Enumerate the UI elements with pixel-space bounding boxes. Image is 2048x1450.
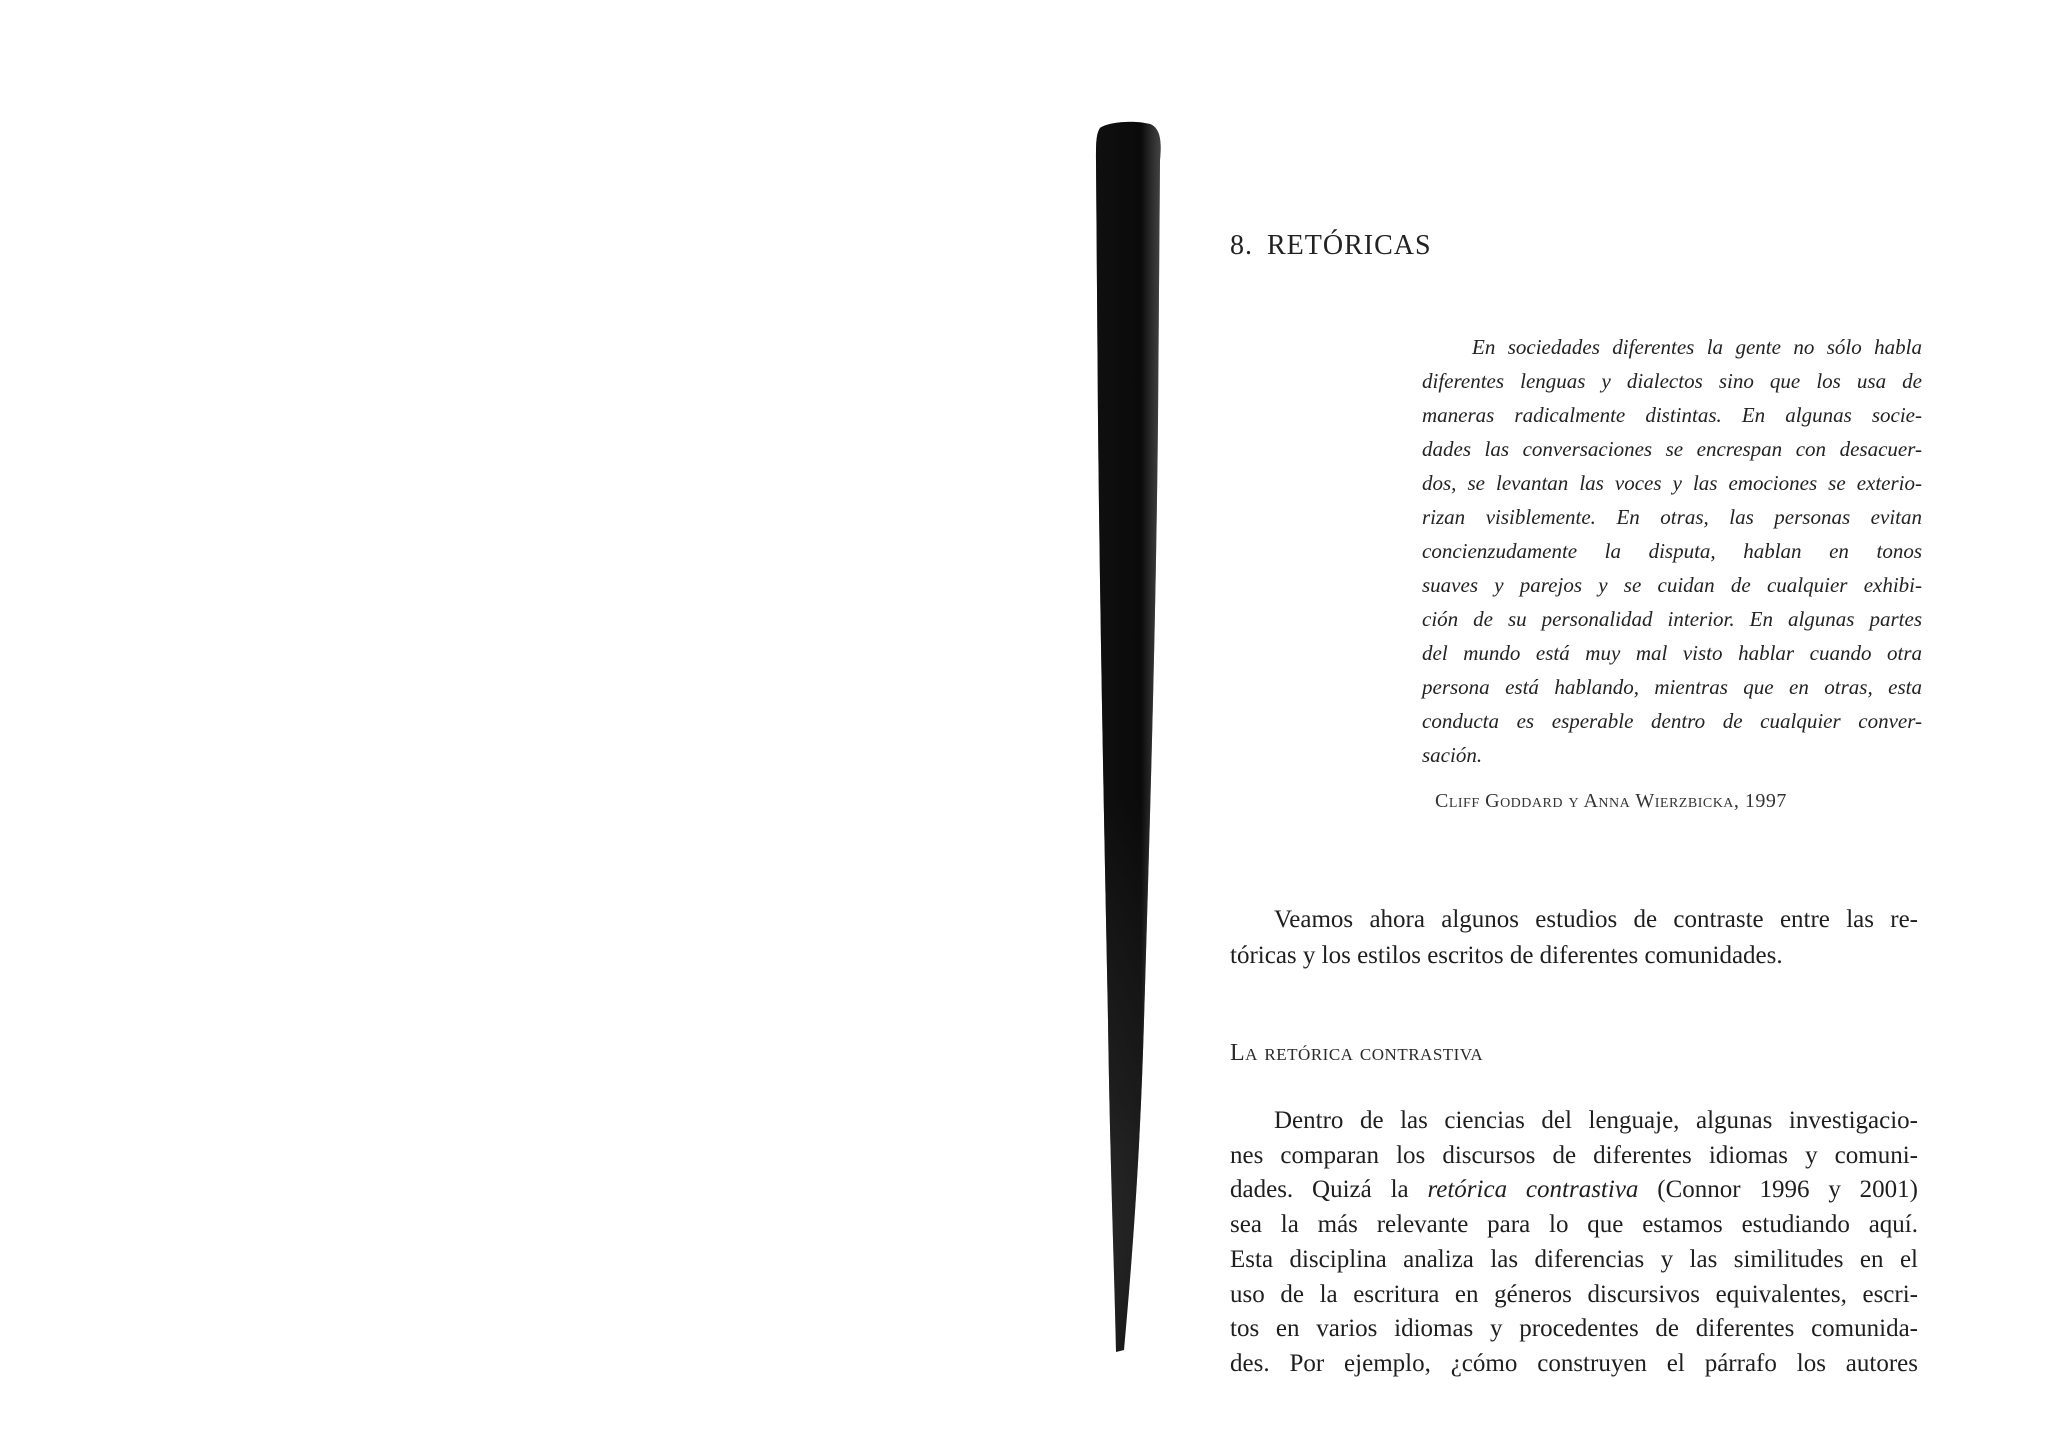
paragraph-line: nes comparan los discursos de diferentes idiomas y comuni- [1230,1141,1918,1169]
paragraph-line: tos en varios idiomas y procedentes de diferentes comunida- [1230,1315,1918,1343]
paragraph-line: Dentro de las ciencias del lenguaje, algunas investigacio- [1274,1107,1918,1134]
book-spine-shadow [1080,120,1180,1360]
epigraph-line: ción de su personalidad interior. En algunas partes [1422,607,1922,631]
chapter-title [1230,230,1432,262]
intro-line: Veamos ahora algunos estudios de contraste entre las re- [1274,906,1918,933]
epigraph-line: conducta es esperable dentro de cualquier conver- [1422,709,1922,733]
chapter-number: 8. [1230,230,1253,261]
epigraph-line: persona está hablando, mientras que en otras, esta [1422,675,1922,699]
intro-line: tóricas y los estilos escritos de diferentes comunidades. [1230,942,1783,969]
epigraph-line: dos, se levantan las voces y las emociones se exterio- [1422,471,1922,495]
epigraph-line: En sociedades diferentes la gente no sólo habla [1472,335,1922,359]
section-heading: La retórica contrastiva [1230,1040,1484,1066]
intro-paragraph [1230,902,1918,974]
section-paragraph [1230,1104,1919,1377]
epigraph-line: dades las conversaciones se encrespan con desacuer- [1422,437,1922,461]
paragraph-line: Esta disciplina analiza las diferencias y las similitudes en el [1230,1245,1918,1273]
emphasized-term: retórica contrastiva [1427,1176,1639,1204]
epigraph-line: suaves y parejos y se cuidan de cualquier exhibi- [1422,573,1922,597]
epigraph-line: sación. [1422,743,1483,767]
paragraph-line-cut: des. Por ejemplo, ¿cómo construyen el párrafo los autores [1230,1349,1918,1377]
epigraph-line: rizan visiblemente. En otras, las personas evitan [1422,505,1922,529]
epigraph-line: diferentes lenguas y dialectos sino que los usa de [1422,369,1922,393]
epigraph-line: del mundo está muy mal visto hablar cuando otra [1422,641,1922,665]
chapter-title-text: RETÓRICAS [1267,230,1432,261]
epigraph-line: maneras radicalmente distintas. En algunas socie- [1422,403,1922,427]
paragraph-line: dades. Quizá la retórica contrastiva (Connor 1996 y 2001) [1230,1176,1919,1204]
epigraph-quote [1422,330,1922,772]
book-page [1230,0,1930,1450]
paragraph-line: sea la más relevante para lo que estamos estudiando aquí. [1230,1211,1918,1239]
spine-shadow-graphic [1080,120,1180,1360]
epigraph-line: concienzudamente la disputa, hablan en tonos [1422,539,1922,563]
epigraph-attribution: Cliff Goddard y Anna Wierzbicka, 1997 [1435,790,1787,812]
paragraph-line: uso de la escritura en géneros discursivos equivalentes, escri- [1230,1280,1918,1308]
